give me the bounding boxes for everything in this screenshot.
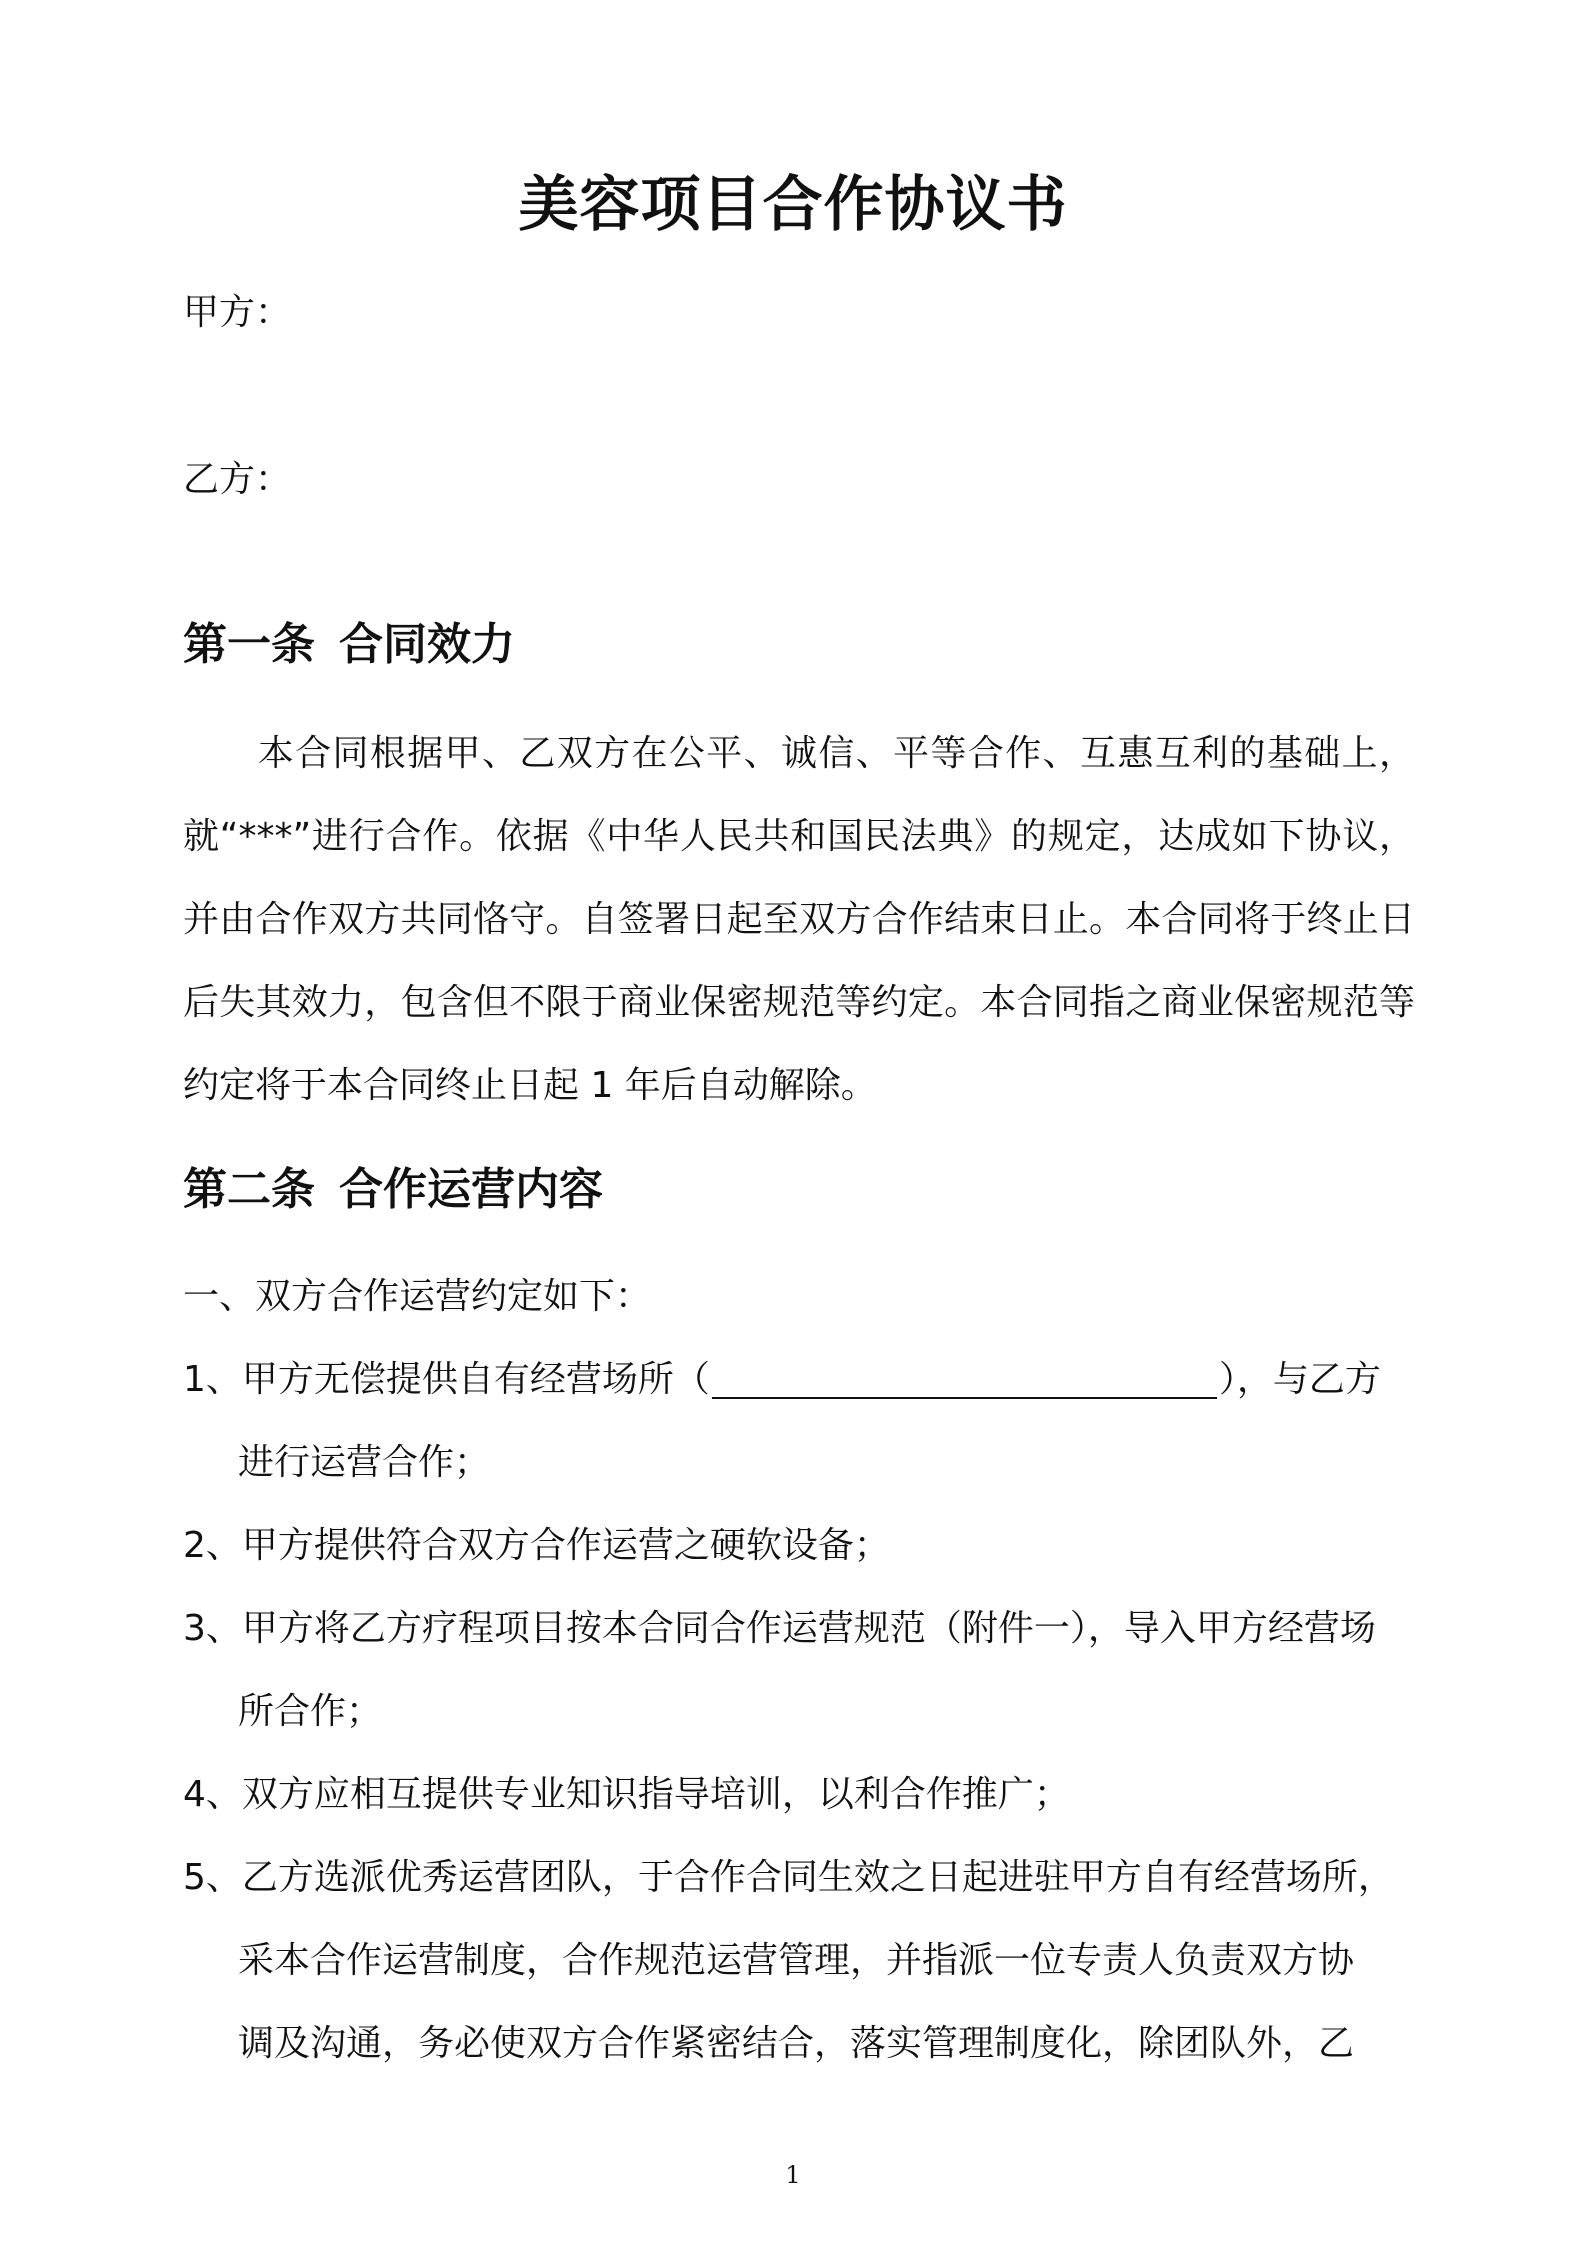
list-item-3-continued: 所合作； [238,1691,383,1732]
list-item-1-continued: 进行运营合作； [238,1442,491,1483]
list-item-1-text-end: ），与乙方 [1218,1359,1381,1400]
document-title: 美容项目合作协议书 [518,170,1068,240]
article-1-paragraph: 本合同根据甲、乙双方在公平、诚信、平等合作、互惠互利的基础上，就“***”进行合作。依据《中华人民共和国民法典》的规定，达成如下协议，并由合作双方共同恪守。自签署日起至双方合作结束日止。本合同将于终止日后失其效力，包含但不限于商业保密规范等约定。本合同指之商业保密规范等约定将于本合同终止日起 1 年后自动解除。 [183,733,1415,1106]
party-a-label: 甲方： [183,292,292,333]
list-item-4: 4、双方应相互提供专业知识指导培训，以利合作推广； [183,1774,1070,1815]
article-2-number: 第二条 [183,1164,315,1215]
list-item-1 [183,1355,1381,1405]
list-item-1-text-start: 1、甲方无偿提供自有经营场所（ [183,1359,710,1400]
list-item-3: 3、甲方将乙方疗程项目按本合同合作运营规范（附件一），导入甲方经营场 [183,1608,1376,1649]
article-2-intro: 一、双方合作运营约定如下： [183,1276,652,1317]
page-number: 1 [785,2161,801,2189]
article-2-title: 合作运营内容 [339,1164,603,1215]
list-item-5: 5、乙方选派优秀运营团队，于合作合同生效之日起进驻甲方自有经营场所， [183,1857,1394,1898]
article-1-title: 合同效力 [339,619,515,670]
list-item-5-continued-2: 调及沟通，务必使双方合作紧密结合，落实管理制度化，除团队外，乙 [238,2023,1355,2064]
party-b-label: 乙方： [183,459,292,500]
article-1-number: 第一条 [183,619,315,670]
list-item-2: 2、甲方提供符合双方合作运营之硬软设备； [183,1525,890,1566]
article-2-heading [183,1160,603,1220]
article-1-heading [183,615,515,675]
list-item-5-continued-1: 采本合作运营制度，合作规范运营管理，并指派一位专责人负责双方协 [238,1940,1355,1981]
venue-blank-line [712,1361,1217,1399]
